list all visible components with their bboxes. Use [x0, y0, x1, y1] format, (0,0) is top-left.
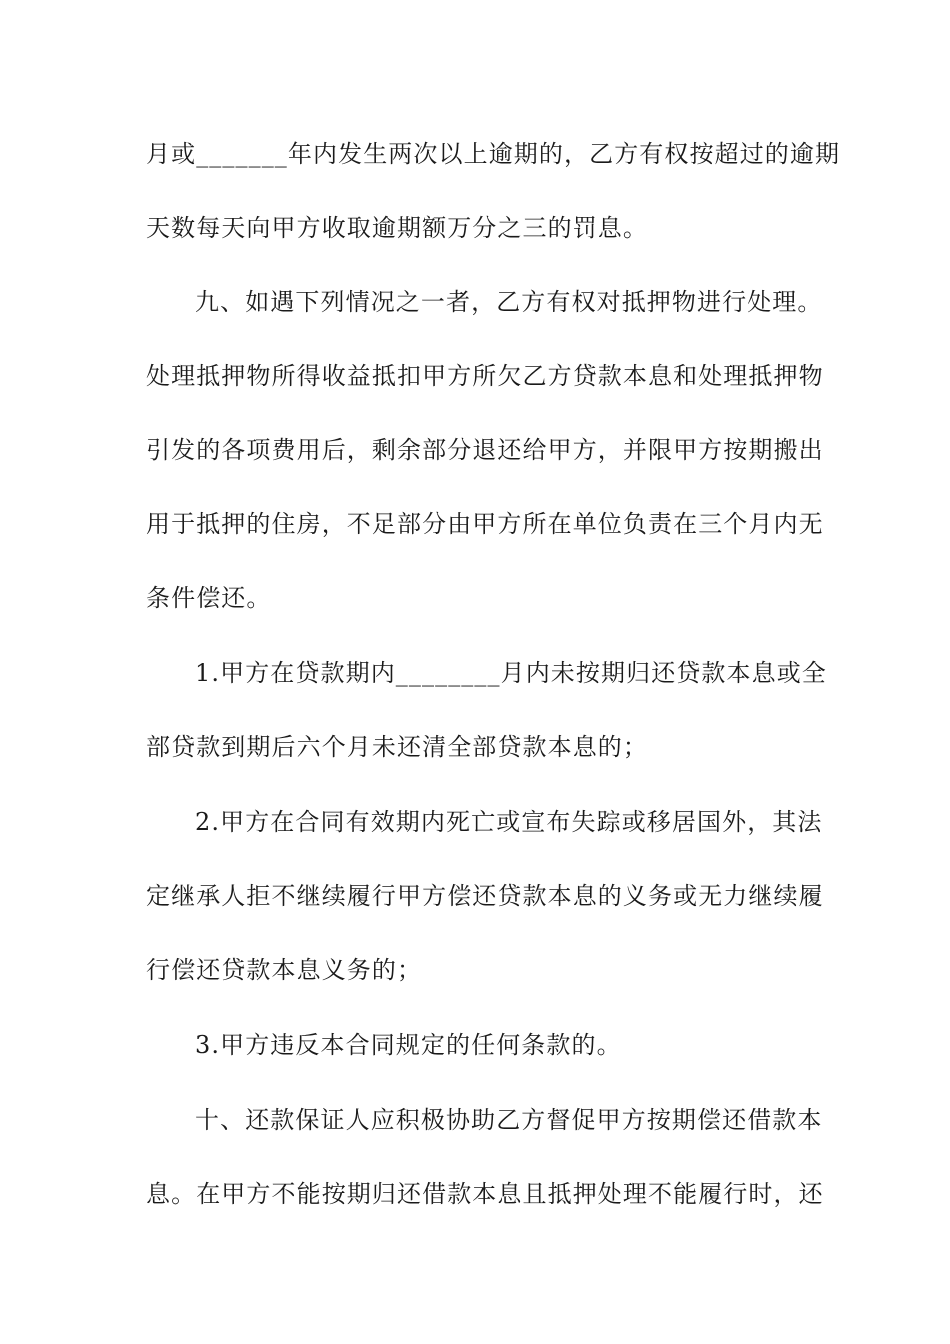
text-line-5: 引发的各项费用后，剩余部分退还给甲方，并限甲方按期搬出: [146, 436, 824, 464]
paragraph-10-heading: 十、还款保证人应积极协助乙方督促甲方按期偿还借款本: [195, 1106, 823, 1134]
text-line-15: 息。在甲方不能按期归还借款本息且抵押处理不能履行时，还: [146, 1180, 824, 1208]
paragraph-9-heading: 九、如遇下列情况之一者，乙方有权对抵押物进行处理。: [195, 288, 823, 316]
clause-3-line: 3.甲方违反本合同规定的任何条款的。: [195, 1031, 622, 1059]
text-line-12: 行偿还贷款本息义务的；: [146, 956, 423, 984]
clause-1-line: 1.甲方在贷款期内________月内未按期归还贷款本息或全: [195, 659, 827, 687]
text-line-4: 处理抵押物所得收益抵扣甲方所欠乙方贷款本息和处理抵押物: [146, 362, 824, 390]
text-line-1: 月或_______年内发生两次以上逾期的，乙方有权按超过的逾期: [146, 140, 841, 168]
clause-2-line: 2.甲方在合同有效期内死亡或宣布失踪或移居国外，其法: [195, 808, 823, 836]
text-line-9: 部贷款到期后六个月未还清全部贷款本息的；: [146, 733, 648, 761]
text-line-2: 天数每天向甲方收取逾期额万分之三的罚息。: [146, 214, 648, 242]
text-line-6: 用于抵押的住房，不足部分由甲方所在单位负责在三个月内无: [146, 510, 824, 538]
text-line-11: 定继承人拒不继续履行甲方偿还贷款本息的义务或无力继续履: [146, 882, 824, 910]
text-line-7: 条件偿还。: [146, 584, 272, 612]
